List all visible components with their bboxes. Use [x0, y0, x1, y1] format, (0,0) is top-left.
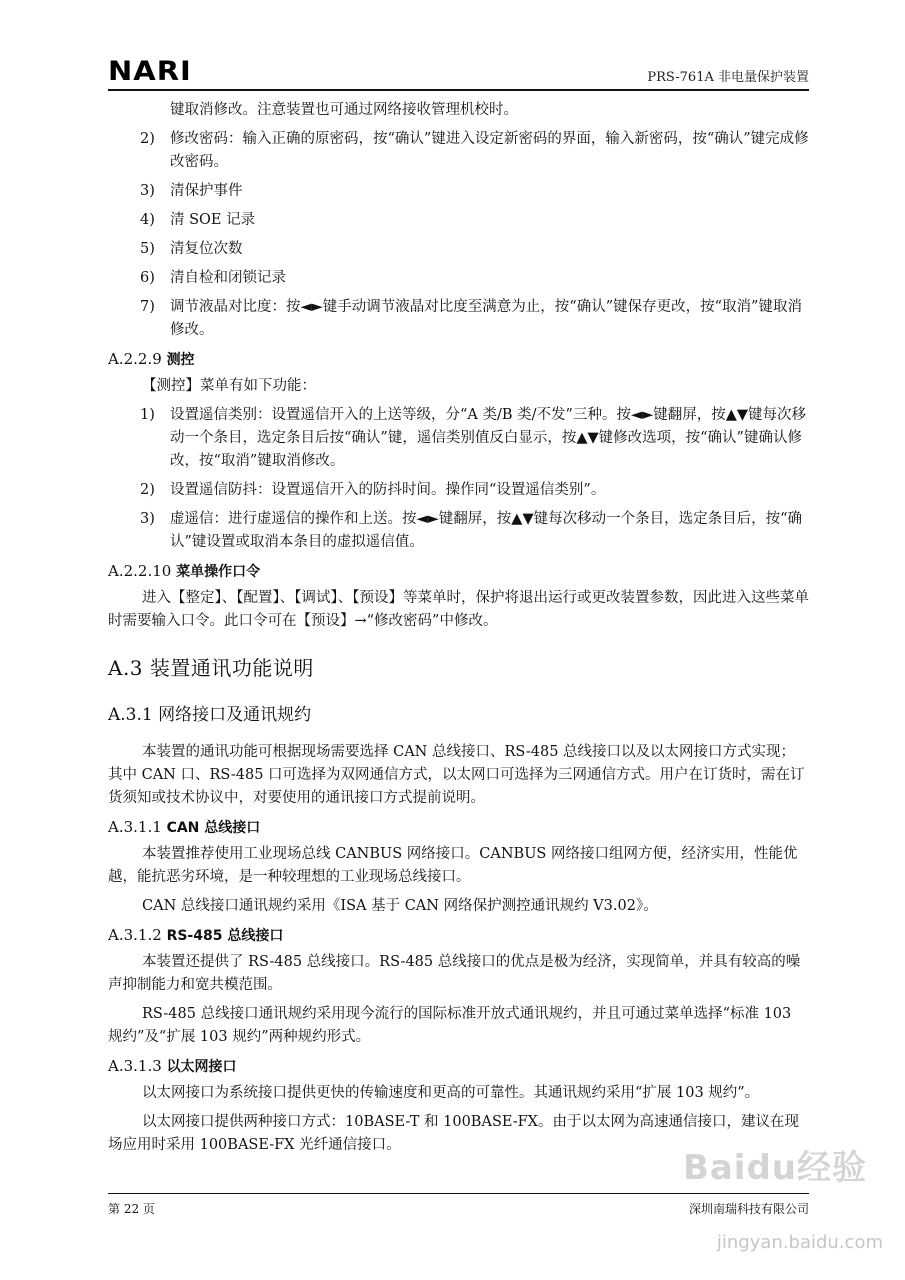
paragraph: 本装置推荐使用工业现场总线 CANBUS 网络接口。CANBUS 网络接口组网方便，经济实用，性能优越，能抗恶劣环境，是一种较理想的工业现场总线接口。: [108, 846, 798, 885]
paragraph: 进入【整定】、【配置】、【调试】、【预设】等菜单时，保护将退出运行或更改装置参数，因此进入这些菜单时需要输入口令。此口令可在【预设】→“修改密码”中修改。: [108, 590, 809, 629]
section-heading-a311: [108, 816, 809, 840]
section-number: A.3.1.1: [108, 818, 162, 836]
paragraph: 以太网接口提供两种接口方式：10BASE-T 和 100BASE-FX。由于以太网为高速通信接口，建议在现场应用时采用 100BASE-FX 光纤通信接口。: [108, 1114, 800, 1153]
continued-text: 键取消修改。注意装置也可通过网络接收管理机校时。: [170, 102, 518, 118]
section-number: A.3.1.2: [108, 926, 162, 944]
paragraph: CAN 总线接口通讯规约采用《ISA 基于 CAN 网络保护测控通讯规约 V3.02》。: [142, 898, 658, 914]
section-number: A.3.1: [108, 705, 153, 725]
list-text: 修改密码：输入正确的原密码，按“确认”键进入设定新密码的界面，输入新密码，按“确认”键完成修改密码。: [170, 131, 809, 170]
list-number: 4): [140, 212, 155, 228]
section-heading-a31: [108, 704, 809, 727]
paragraph: 本装置的通讯功能可根据现场需要选择 CAN 总线接口、RS-485 总线接口以及以太网接口方式实现；其中 CAN 口、RS-485 口可选择为双网通信方式，以太网口可选择为三网通信方式。用户在订货时，需在订货须知或技术协议中，对要使用的通讯接口方式提前说明。: [108, 744, 805, 806]
paragraph: RS-485 总线接口通讯规约采用现今流行的国际标准开放式通讯规约，并且可通过菜单选择“标准 103 规约”及“扩展 103 规约”两种规约形式。: [108, 1006, 792, 1045]
section-title: 测控: [166, 352, 195, 368]
list-number: 1): [140, 407, 155, 423]
list-number: 2): [140, 131, 155, 147]
page-number: 第 22 页: [108, 1202, 155, 1216]
paragraph: 本装置还提供了 RS-485 总线接口。RS-485 总线接口的优点是极为经济，实现简单，并具有较高的噪声抑制能力和宽共模范围。: [108, 954, 801, 993]
section-title: 网络接口及通讯规约: [158, 705, 312, 725]
list-item: [108, 267, 809, 290]
section-number: A.2.2.9: [108, 350, 162, 368]
list-number: 2): [140, 482, 155, 498]
list-text: 清保护事件: [170, 183, 243, 199]
section-title: 以太网接口: [166, 1059, 237, 1075]
list-item: [108, 238, 809, 261]
list-text: 设置遥信防抖：设置遥信开入的防抖时间。操作同“设置遥信类别”。: [170, 482, 606, 498]
list-item: [108, 508, 809, 554]
list-text: 虚遥信：进行虚遥信的操作和上送。按◄►键翻屏，按▲▼键每次移动一个条目，选定条目后，按“确认”键设置或取消本条目的虚拟遥信值。: [170, 511, 803, 550]
list-item: [108, 296, 809, 342]
list-number: 3): [140, 511, 155, 527]
document-title: PRS-761A 非电量保护装置: [647, 70, 809, 85]
list-item: [108, 180, 809, 203]
section-title: CAN 总线接口: [166, 820, 261, 836]
baidu-watermark: Baidu经验: [682, 1148, 867, 1188]
section-title: 菜单操作口令: [176, 564, 261, 580]
paragraph: 以太网接口为系统接口提供更快的传输速度和更高的可靠性。其通讯规约采用“扩展 103 规约”。: [142, 1085, 760, 1101]
section-heading-a229: [108, 348, 809, 372]
section-lead: 【测控】菜单有如下功能：: [142, 378, 316, 394]
page-content: [108, 99, 809, 1163]
list-number: 5): [140, 241, 155, 257]
list-text: 设置遥信类别：设置遥信开入的上送等级，分“A 类/B 类/不发”三种。按◄►键翻屏，按▲▼键每次移动一个条目，选定条目后按“确认”键，遥信类别值反白显示，按▲▼键修改选项，按“确认”键确认修改，按“取消”键取消修改。: [170, 407, 807, 469]
list-item: [108, 404, 809, 473]
list-item: [108, 209, 809, 232]
list-item: [108, 479, 809, 502]
section-title: RS-485 总线接口: [166, 928, 284, 944]
list-number: 3): [140, 183, 155, 199]
section-heading-a313: [108, 1055, 809, 1079]
nari-logo: NARI: [108, 55, 192, 87]
watermark-url: jingyan.baidu.com: [716, 1232, 883, 1253]
list-text: 清 SOE 记录: [170, 212, 256, 228]
chapter-heading-a3: [108, 657, 809, 680]
list-number: 7): [140, 299, 155, 315]
chapter-number: A.3: [108, 656, 144, 680]
list-text: 清自检和闭锁记录: [170, 270, 286, 286]
section-heading-a312: [108, 924, 809, 948]
list-number: 6): [140, 270, 155, 286]
list-text: 调节液晶对比度：按◄►键手动调节液晶对比度至满意为止，按“确认”键保存更改，按“取消”键取消修改。: [170, 299, 802, 338]
list-item: [108, 128, 809, 174]
header-rule: [108, 89, 809, 91]
section-number: A.2.2.10: [108, 562, 172, 580]
page-header: [108, 50, 809, 90]
section-number: A.3.1.3: [108, 1057, 162, 1075]
section-heading-a2210: [108, 560, 809, 584]
page-footer: [108, 1193, 809, 1216]
company-name: 深圳南瑞科技有限公司: [688, 1202, 809, 1216]
list-text: 清复位次数: [170, 241, 243, 257]
chapter-title: 装置通讯功能说明: [149, 656, 314, 680]
